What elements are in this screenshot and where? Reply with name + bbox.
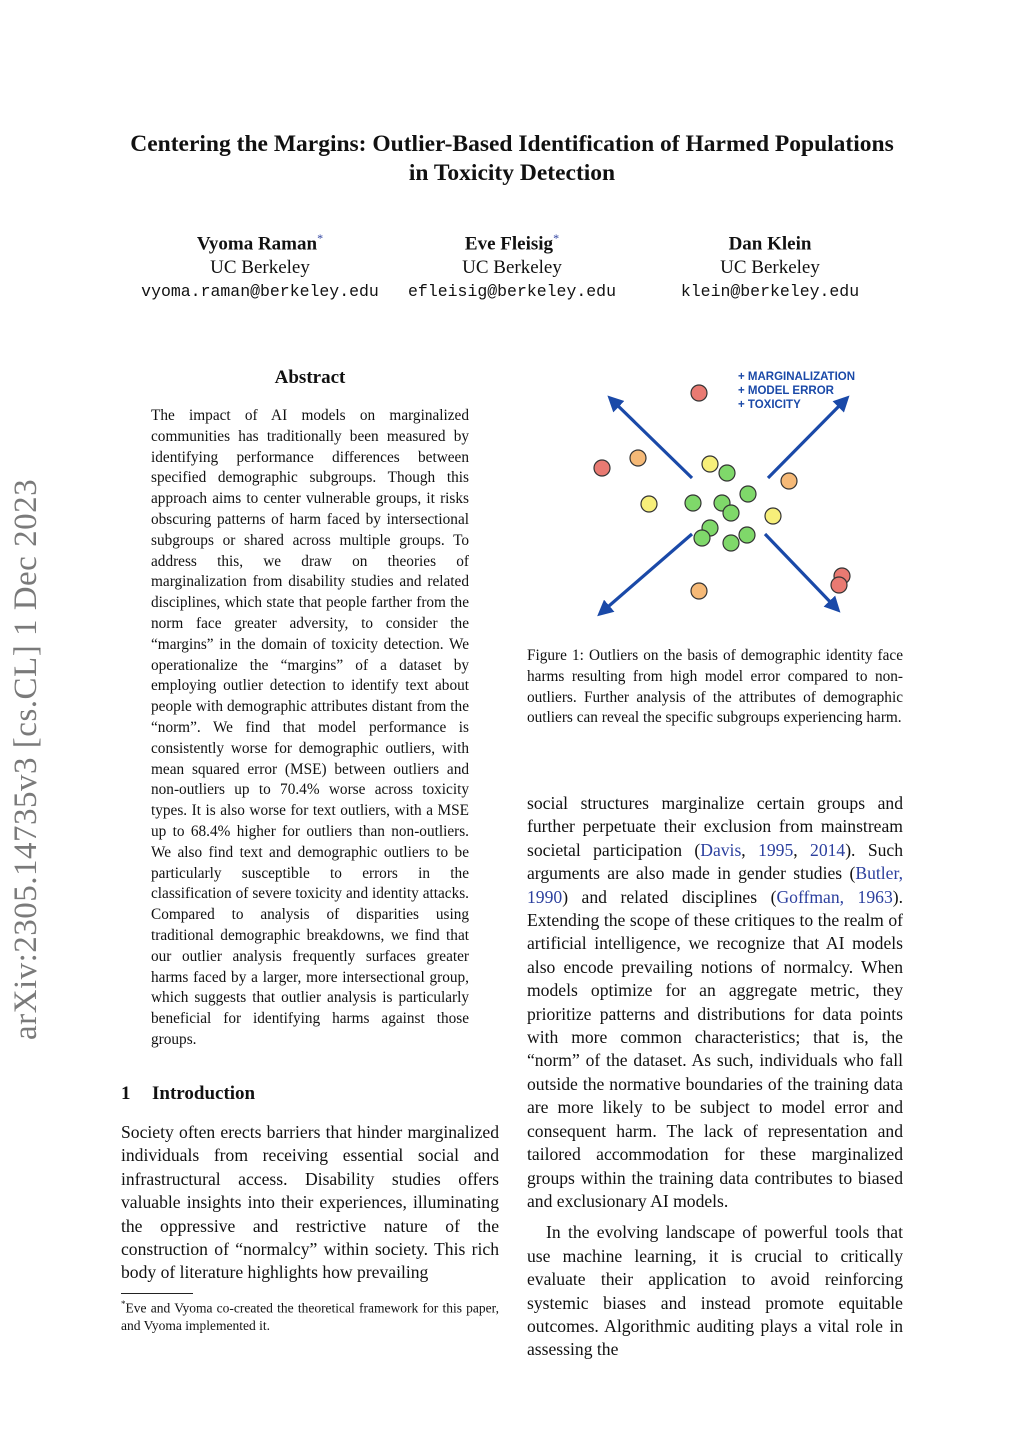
arrow-lower-right xyxy=(765,534,836,608)
point-green xyxy=(719,465,735,481)
outlier-diagram xyxy=(580,362,880,632)
text-run: social structures marginalize certain groups and further perpetuate their exclusion from mainstream societal participation ( xyxy=(527,793,903,860)
author-3 xyxy=(660,226,880,304)
citation-davis-1995[interactable]: 1995 xyxy=(758,839,794,860)
paragraph: social structures marginalize certain groups and further perpetuate their exclusion from mainstream societal participation (Davis, 1995, 2014). Such arguments are also made in gender studies (Butler, 1990) and related disciplines (Goffman, 1963). Extending the scope of these critiques to the realm of artificial intelligence, we recognize that AI models also encode prevailing notions of normalcy. When models optimize for an aggregate metric, they prioritize patterns and distributions for data points with more common characteristics; that is, the “norm” of the dataset. As such, individuals who fall outside the normative boundaries of the training data are more likely to be subject to model error and consequent harm. The lack of representation and tailored accommodation for these marginalized groups within the training data contributes to biased and exclusionary AI models. xyxy=(527,793,904,1211)
legend-marginalization: + MARGINALIZATION xyxy=(738,371,856,383)
author-mark: * xyxy=(553,231,560,245)
paragraph: In the evolving landscape of powerful tools that use machine learning, it is crucial to critically evaluate their application to avoid reinforcing systemic biases and instead promote equitable outcomes. Algorithmic auditing plays a vital role in assessing the xyxy=(527,1222,903,1360)
author-affiliation: UC Berkeley xyxy=(210,257,310,279)
point-orange xyxy=(630,450,646,466)
point-green xyxy=(740,486,756,502)
point-red xyxy=(594,460,610,476)
arxiv-identifier: arXiv:2305.14735v3 [cs.CL] 1 Dec 2023 xyxy=(8,478,44,1040)
author-email: efleisig@berkeley.edu xyxy=(408,282,616,302)
point-green xyxy=(723,505,739,521)
footnote-rule xyxy=(121,1293,193,1294)
author-name: Eve Fleisig xyxy=(464,233,554,255)
section-heading xyxy=(121,1083,255,1105)
footnote-mark: * xyxy=(121,1299,126,1309)
section-number: 1 xyxy=(121,1083,131,1104)
arrow-lower-left xyxy=(602,534,692,612)
author-email: vyoma.raman@berkeley.edu xyxy=(141,282,379,302)
arrow-upper-right xyxy=(768,400,845,478)
citation-butler[interactable]: Butler, 1990 xyxy=(527,863,903,907)
point-yellow xyxy=(765,508,781,524)
author-affiliation: UC Berkeley xyxy=(720,257,820,279)
point-orange xyxy=(781,473,797,489)
author-name: Dan Klein xyxy=(728,233,812,255)
point-orange xyxy=(691,583,707,599)
abstract-text: The impact of AI models on marginalized communities has traditionally been measured by identifying performance differences between specified demographic subgroups. Though this approach aims to center vulnerable groups, it risks obscuring patterns of harm faced by intersectional subgroups or shared across multiple groups. To address this, we draw on theories of marginalization from disability studies and related disciplines, which state that people farther from the norm face greater adversity, to consider the “margins” in the domain of toxicity detection. We operationalize the “margins” of a dataset by employing outlier detection to identify text about people with demographic attributes distant from the “norm”. We find that model performance is consistently worse for demographic outliers, with mean squared error (MSE) between outliers and non-outliers up to 70.4% worse across toxicity types. It is also worse for text outliers, with a MSE up to 68.4% higher for outliers than non-outliers. We also find text and demographic outliers to be particularly susceptible to errors in the classification of severe toxicity and identity attacks. Compared to analysis of disparities using traditional demographic breakdowns, we find that our outlier analysis frequently surfaces greater harms faced by a larger, more intersectional group, which suggests that outlier analysis is particularly beneficial for identifying harms against those groups. xyxy=(151,407,469,1048)
point-red xyxy=(691,385,707,401)
text-run: ) and related disciplines ( xyxy=(562,886,777,907)
point-green xyxy=(723,535,739,551)
author-1 xyxy=(130,226,390,304)
citation-goffman[interactable]: Goffman, 1963 xyxy=(776,886,893,907)
figure-1 xyxy=(580,362,880,637)
author-name: Vyoma Raman xyxy=(196,233,318,255)
point-green xyxy=(685,495,701,511)
author-email: klein@berkeley.edu xyxy=(680,282,860,302)
author-affiliation: UC Berkeley xyxy=(462,257,562,279)
abstract-heading: Abstract xyxy=(274,367,346,388)
section-title: Introduction xyxy=(152,1083,256,1104)
citation-davis-2014[interactable]: 2014 xyxy=(810,839,846,860)
legend-model-error: + MODEL ERROR xyxy=(738,385,834,397)
text-run: ). Such arguments are also made in gender studies ( xyxy=(527,839,904,884)
point-green xyxy=(694,530,710,546)
right-column-text xyxy=(527,792,903,1362)
footnote-text: Eve and Vyoma co-created the theoretical framework for this paper, and Vyoma implemented it. xyxy=(121,1300,499,1333)
citation-davis[interactable]: Davis xyxy=(700,839,742,860)
point-red xyxy=(831,577,847,593)
legend-toxicity: + TOXICITY xyxy=(738,399,801,411)
intro-text: Society often erects barriers that hinder marginalized individuals from receiving essential social and infrastructural access. Disability studies offers valuable insights into their experiences, illuminating the oppressive and restrictive nature of the construction of “normalcy” within society. This rich body of literature highlights how prevailing xyxy=(121,1122,499,1283)
paper-title: Centering the Margins: Outlier-Based Identification of Harmed Populations in Toxicity Detection xyxy=(130,131,894,186)
author-mark: * xyxy=(317,231,324,245)
arrow-upper-left xyxy=(612,400,692,478)
author-2 xyxy=(400,226,624,304)
point-yellow xyxy=(641,496,657,512)
footnote xyxy=(121,1296,499,1334)
figure-caption: Figure 1: Outliers on the basis of demographic identity face harms resulting from high model error compared to non-outliers. Further analysis of the attributes of demographic outliers can reveal the specific subgroups experiencing harm. xyxy=(527,647,903,727)
point-yellow xyxy=(702,456,718,472)
text-run: ). Extending the scope of these critiques to the realm of artificial intelligence, we recognize that AI models also encode prevailing notions of normalcy. When models optimize for an aggregate metric, they prioritize patterns and distributions for data points with more common characteristics; that is, the “norm” of the dataset. As such, individuals who fall outside the normative boundaries of the training data are more likely to be subject to model error and consequent harm. The lack of representation and tailored accommodation for these marginalized groups within the training data contributes to biased and exclusionary AI models. xyxy=(527,886,904,1211)
point-green xyxy=(739,527,755,543)
